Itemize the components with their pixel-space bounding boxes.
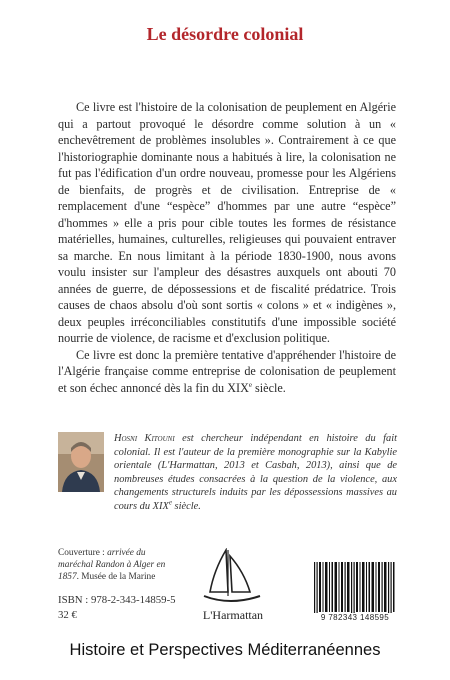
cover-credits: Couverture : arrivée du maréchal Randon à Alger en 1857. Musée de la Marine bbox=[58, 548, 166, 582]
barcode-digits: 9 782343 148595 bbox=[306, 613, 404, 622]
back-cover-summary bbox=[58, 99, 396, 396]
author-name: Hosni Kitouni bbox=[114, 433, 175, 444]
price: 32 € bbox=[58, 609, 77, 621]
barcode-icon bbox=[312, 562, 398, 620]
isbn: ISBN : 978-2-343-14859-5 bbox=[58, 594, 176, 606]
summary-paragraph: Ce livre est l'histoire de la colonisation de peuplement en Algérie qui a partout provoqué le désordre comme solution à un « enchevêtrement de problèmes insolubles ». Contrairement à ce que l'historiographie dominante nous a habitués à lire, la colonisation ne fut pas l'édification d'un ordre nouveau, promesse pour les Algériens de bienfaits, de progrès et de civilisation. Entreprise de « remplacement d'une “espèce” d'hommes par une autre “espèce” d'hommes » elle a pris pour cible toutes les formes de résistance matérielles, humaines, culturelles, religieuses qui pouvaient entraver sa marche. En nous limitant à la période 1830-1900, nous avons voulu insister sur l'ampleur des désastres auxquels ont abouti 70 années de guerre, de dépossessions et de fiscalité prédatrice. Trois causes de chaos absolu d'où sont sortis « colons » et « indigènes », deux peuples irréconciliables constitutifs d'une impossible société nourrie de violence, de racisme et d'exclusion politique. bbox=[58, 100, 396, 345]
author-photo bbox=[58, 432, 104, 492]
book-title: Le désordre colonial bbox=[146, 24, 304, 44]
publisher-name: L'Harmattan bbox=[202, 608, 264, 622]
author-biography: Hosni Kitouni est chercheur indépendant en histoire du fait colonial. Il est l'auteur de la première monographie sur la Kabylie orientale (L'Harmattan, 2013 et Casbah, 2013), ainsi que de nombreuses études consacrées à la question de la violence, aux changements structurels induits par les dépossessions massives au cours du XIXe siècle. bbox=[114, 433, 397, 512]
summary-paragraph-conclusion: Ce livre est donc la première tentative d'appréhender l'histoire de l'Algérie française comme entreprise de colonisation de peuplement et son échec annoncé dès la fin du XIXe siècle. bbox=[58, 347, 396, 395]
series-name: Histoire et Perspectives Méditerranéennes bbox=[69, 641, 381, 659]
